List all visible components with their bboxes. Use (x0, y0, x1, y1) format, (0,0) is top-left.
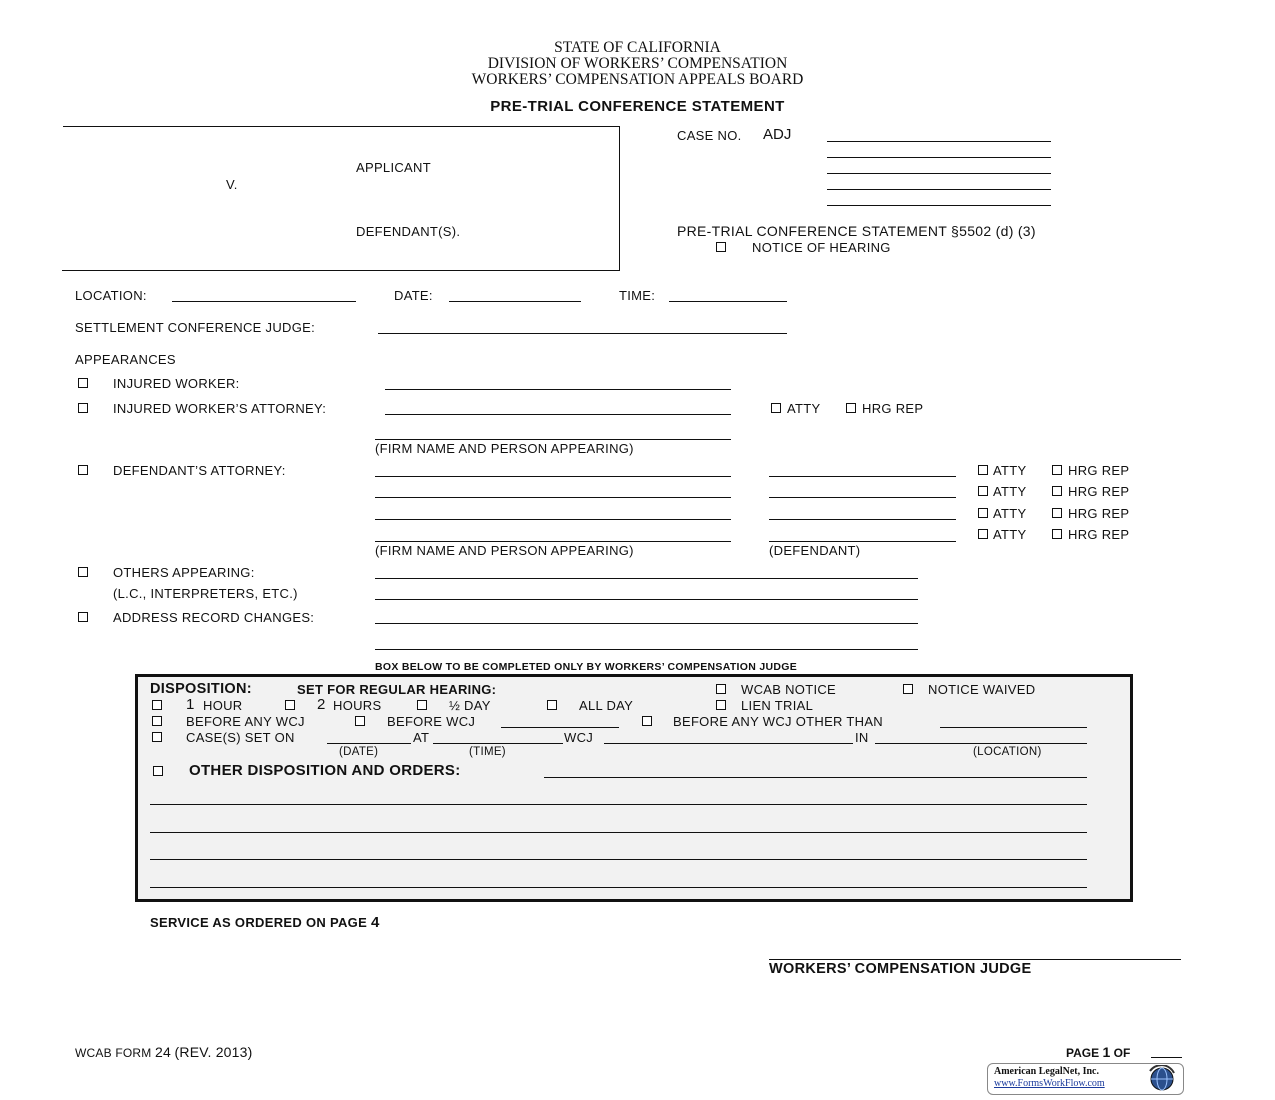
page-indicator (1066, 1044, 1130, 1060)
def-hrg-rep-checkbox-1[interactable] (1052, 465, 1062, 475)
notice-waived-label: NOTICE WAIVED (928, 682, 1036, 697)
set-for-regular-hearing-label: SET FOR REGULAR HEARING: (297, 682, 497, 697)
injured-worker-checkbox[interactable] (78, 378, 88, 388)
service-note-text: SERVICE AS ORDERED ON PAGE (150, 915, 368, 930)
half-day-checkbox[interactable] (417, 700, 427, 710)
others-appearing-sublabel: (L.C., INTERPRETERS, ETC.) (113, 586, 298, 601)
others-appearing-field-1[interactable] (375, 578, 918, 579)
form-id-text: WCAB FORM (75, 1046, 152, 1060)
case-no-field-4[interactable] (827, 189, 1051, 190)
disposition-label: DISPOSITION: (150, 681, 252, 697)
before-any-other-checkbox[interactable] (642, 716, 652, 726)
form-identifier (75, 1044, 253, 1060)
def-atty-label-4: ATTY (993, 527, 1027, 542)
form-title: PRE-TRIAL CONFERENCE STATEMENT (490, 98, 785, 115)
iw-firm-field[interactable] (375, 439, 731, 440)
header-board: WORKERS’ COMPENSATION APPEALS BOARD (471, 71, 804, 88)
iw-atty-label: ATTY (787, 401, 821, 416)
def-attorney-checkbox[interactable] (78, 465, 88, 475)
one-hour-label: HOUR (203, 698, 243, 713)
time-label: TIME: (619, 288, 656, 303)
injured-worker-field[interactable] (385, 389, 731, 390)
address-changes-checkbox[interactable] (78, 612, 88, 622)
cases-wcj-label: WCJ (564, 730, 594, 745)
header-division: DIVISION OF WORKERS’ COMPENSATION (487, 55, 788, 72)
header-state: STATE OF CALIFORNIA (554, 39, 721, 56)
globe-icon (1146, 1065, 1178, 1093)
other-orders-field-5[interactable] (150, 887, 1087, 888)
before-any-wcj-label: BEFORE ANY WCJ (186, 714, 305, 729)
case-no-field-5[interactable] (827, 205, 1051, 206)
def-atty-checkbox-4[interactable] (978, 529, 988, 539)
caption-top-rule (63, 126, 619, 127)
wcab-notice-label: WCAB NOTICE (741, 682, 837, 697)
case-no-field-3[interactable] (827, 173, 1051, 174)
location-caption: (LOCATION) (973, 746, 1042, 758)
def-firm-field-2[interactable] (375, 497, 731, 498)
def-defendant-field-3[interactable] (769, 519, 956, 520)
cases-date-field[interactable] (327, 743, 411, 744)
others-appearing-checkbox[interactable] (78, 567, 88, 577)
case-no-field-1[interactable] (827, 141, 1051, 142)
def-atty-label-1: ATTY (993, 463, 1027, 478)
def-defendant-caption: (DEFENDANT) (769, 543, 861, 558)
service-page-number: 4 (370, 914, 380, 931)
caption-bottom-rule (62, 270, 619, 271)
def-firm-caption: (FIRM NAME AND PERSON APPEARING) (375, 543, 634, 558)
judge-field[interactable] (378, 333, 787, 334)
other-orders-field-2[interactable] (150, 804, 1087, 805)
def-hrg-rep-label-3: HRG REP (1068, 506, 1130, 521)
time-field[interactable] (669, 301, 787, 302)
cases-at-label: AT (413, 730, 430, 745)
page-of-label: OF (1113, 1046, 1131, 1060)
location-field[interactable] (172, 301, 356, 302)
iw-attorney-checkbox[interactable] (78, 403, 88, 413)
iw-attorney-label: INJURED WORKER’S ATTORNEY: (113, 401, 327, 416)
wcab-notice-checkbox[interactable] (716, 684, 726, 694)
before-wcj-field[interactable] (501, 727, 619, 728)
cases-in-label: IN (855, 730, 869, 745)
def-hrg-rep-checkbox-4[interactable] (1052, 529, 1062, 539)
def-firm-field-4[interactable] (375, 541, 731, 542)
notice-of-hearing-checkbox[interactable] (716, 242, 726, 252)
caption-right-rule (619, 126, 620, 271)
def-attorney-label: DEFENDANT’S ATTORNEY: (113, 463, 286, 478)
appearances-heading: APPEARANCES (75, 352, 176, 367)
def-hrg-rep-label-1: HRG REP (1068, 463, 1130, 478)
lien-trial-label: LIEN TRIAL (741, 698, 814, 713)
cases-set-on-checkbox[interactable] (152, 732, 162, 742)
cases-location-field[interactable] (875, 743, 1087, 744)
all-day-checkbox[interactable] (547, 700, 557, 710)
logo-company-name: American LegalNet, Inc. (994, 1066, 1099, 1077)
def-atty-label-2: ATTY (993, 484, 1027, 499)
time-caption: (TIME) (469, 746, 506, 758)
other-orders-field-3[interactable] (150, 832, 1087, 833)
legalnet-logo[interactable] (987, 1063, 1184, 1095)
versus-label: V. (226, 177, 238, 192)
two-hours-number: 2 (317, 696, 326, 713)
iw-firm-caption: (FIRM NAME AND PERSON APPEARING) (375, 441, 634, 456)
other-orders-label: OTHER DISPOSITION AND ORDERS: (189, 762, 461, 779)
before-any-other-label: BEFORE ANY WCJ OTHER THAN (673, 714, 883, 729)
before-any-wcj-checkbox[interactable] (152, 716, 162, 726)
cases-wcj-field[interactable] (604, 743, 853, 744)
iw-hrg-rep-checkbox[interactable] (846, 403, 856, 413)
case-no-label: CASE NO. (677, 128, 742, 143)
iw-attorney-field[interactable] (385, 414, 731, 415)
applicant-label: APPLICANT (356, 160, 431, 175)
before-wcj-checkbox[interactable] (355, 716, 365, 726)
others-appearing-field-2[interactable] (375, 599, 918, 600)
statement-reference: PRE-TRIAL CONFERENCE STATEMENT §5502 (d) (3) (677, 223, 1036, 239)
cases-set-on-label: CASE(S) SET ON (186, 730, 295, 745)
two-hours-label: HOURS (333, 698, 382, 713)
def-firm-field-3[interactable] (375, 519, 731, 520)
before-wcj-label: BEFORE WCJ (387, 714, 476, 729)
address-changes-field-2[interactable] (375, 649, 918, 650)
notice-of-hearing-label: NOTICE OF HEARING (752, 240, 891, 255)
judge-signature-line[interactable] (769, 959, 1181, 960)
other-orders-field-4[interactable] (150, 859, 1087, 860)
one-hour-checkbox[interactable] (152, 700, 162, 710)
def-firm-field-1[interactable] (375, 476, 731, 477)
defendants-label: DEFENDANT(S). (356, 224, 461, 239)
date-label: DATE: (394, 288, 433, 303)
case-no-field-2[interactable] (827, 157, 1051, 158)
def-atty-checkbox-2[interactable] (978, 486, 988, 496)
judge-signature-label: WORKERS’ COMPENSATION JUDGE (769, 961, 1032, 977)
all-day-label: ALL DAY (579, 698, 634, 713)
date-caption: (DATE) (339, 746, 379, 758)
def-defendant-field-2[interactable] (769, 497, 956, 498)
others-appearing-label: OTHERS APPEARING: (113, 565, 255, 580)
two-hours-checkbox[interactable] (285, 700, 295, 710)
before-any-other-field[interactable] (940, 727, 1087, 728)
date-field[interactable] (449, 301, 581, 302)
location-label: LOCATION: (75, 288, 147, 303)
logo-website: www.FormsWorkFlow.com (994, 1078, 1105, 1089)
service-note (150, 914, 380, 931)
notice-waived-checkbox[interactable] (903, 684, 913, 694)
other-orders-checkbox[interactable] (153, 766, 163, 776)
address-changes-label: ADDRESS RECORD CHANGES: (113, 610, 315, 625)
form-revision: (REV. 2013) (174, 1044, 253, 1060)
cases-time-field[interactable] (433, 743, 563, 744)
form-number: 24 (155, 1044, 171, 1060)
def-hrg-rep-checkbox-3[interactable] (1052, 508, 1062, 518)
def-atty-checkbox-1[interactable] (978, 465, 988, 475)
def-atty-checkbox-3[interactable] (978, 508, 988, 518)
other-orders-field-1[interactable] (544, 777, 1087, 778)
injured-worker-label: INJURED WORKER: (113, 376, 240, 391)
one-hour-number: 1 (186, 696, 195, 713)
page-label: PAGE (1066, 1046, 1100, 1060)
def-hrg-rep-label-2: HRG REP (1068, 484, 1130, 499)
def-defendant-field-1[interactable] (769, 476, 956, 477)
iw-hrg-rep-label: HRG REP (862, 401, 924, 416)
def-atty-label-3: ATTY (993, 506, 1027, 521)
iw-atty-checkbox[interactable] (771, 403, 781, 413)
def-hrg-rep-label-4: HRG REP (1068, 527, 1130, 542)
def-hrg-rep-checkbox-2[interactable] (1052, 486, 1062, 496)
address-changes-field-1[interactable] (375, 623, 918, 624)
lien-trial-checkbox[interactable] (716, 700, 726, 710)
judge-label: SETTLEMENT CONFERENCE JUDGE: (75, 320, 316, 335)
def-defendant-field-4[interactable] (769, 541, 956, 542)
case-no-prefix: ADJ (763, 126, 792, 143)
half-day-label: ½ DAY (449, 698, 491, 713)
page-number: 1 (1102, 1044, 1111, 1060)
page-total-field[interactable] (1151, 1057, 1182, 1058)
disposition-note: BOX BELOW TO BE COMPLETED ONLY BY WORKERS’ COMPENSATION JUDGE (375, 661, 798, 673)
